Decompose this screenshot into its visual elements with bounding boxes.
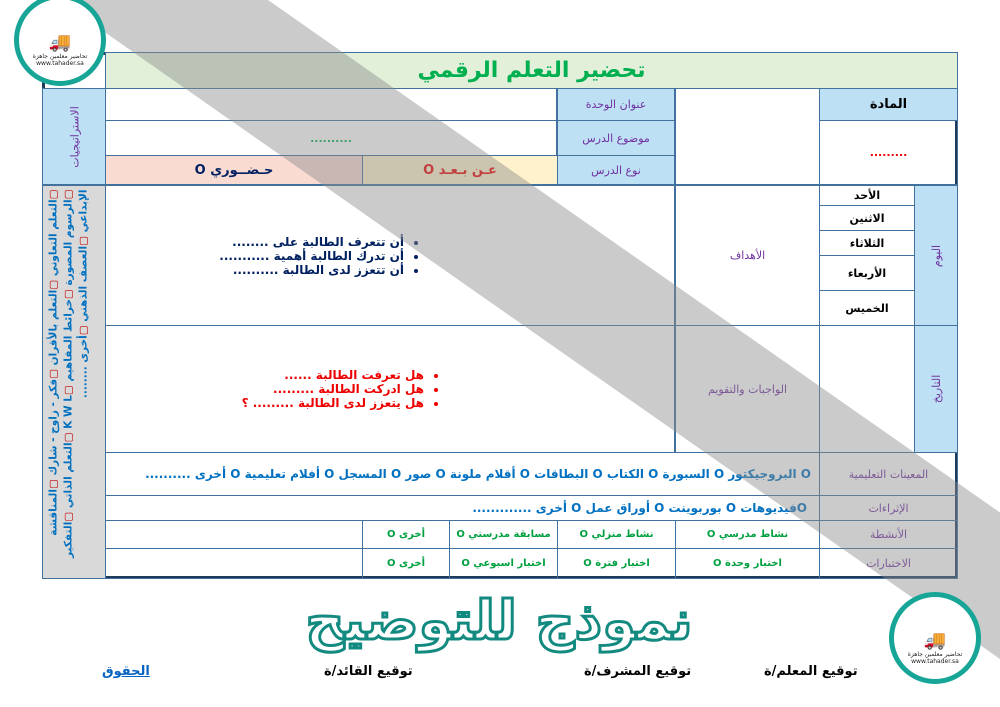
evaluation-item: • هل يتعزز لدى الطالبة ......... ؟ — [107, 396, 425, 410]
unit-value[interactable] — [106, 88, 558, 121]
date-value[interactable] — [820, 325, 916, 453]
page-title: تحضير التعلم الرقمي — [106, 52, 959, 89]
day-monday[interactable]: الاثنين — [820, 205, 916, 231]
enrichment-options[interactable]: Oفيديوهات O بوربوينت O أوراق عمل O أخرى ............. — [106, 495, 821, 521]
activity-home[interactable]: نشاط منزلي O — [558, 520, 677, 549]
activity-blank — [106, 520, 364, 549]
remote-option[interactable]: عـن بـعـد O — [363, 155, 559, 185]
teacher-signature: توقيع المعلم/ة — [765, 664, 859, 679]
date-header — [915, 325, 959, 453]
supervisor-signature: توقيع المشرف/ة — [585, 664, 693, 679]
subject-label: المادة — [820, 88, 959, 121]
day-label: اليوم — [930, 244, 944, 267]
subject-value[interactable]: ......... — [820, 120, 959, 185]
enrichment-label: الإثراءات — [820, 495, 959, 521]
objectives-label: الأهداف — [676, 185, 821, 326]
test-unit[interactable]: اختبار وحدة O — [676, 548, 821, 579]
test-weekly[interactable]: اختبار اسبوعي O — [450, 548, 559, 579]
evaluation-item: • هل ادركت الطالبة ......... — [107, 382, 425, 396]
in-person-option[interactable]: حـضــوري O — [106, 155, 364, 185]
strategies-text: ▢التعلم التعاوني ▢التعلم بالأقران ▢فكر - زاوج - شارك ▢المناقشة ▢الرسوم المصورة ▢خرائط المفاهيم ▢K W L ▢التعلم الذاتي ▢التفكير الإبداعي ▢العصف الذهني ▢أخرى ........ — [48, 189, 91, 558]
aids-label: المعينات التعليمية — [820, 452, 959, 496]
objective-item: • أن تتعزز لدى الطالبة .......... — [107, 263, 405, 277]
tests-label: الاختبارات — [820, 548, 959, 579]
activity-other[interactable]: أخرى O — [363, 520, 451, 549]
logo: 🚚 تحاضير معلمين جاهزة www.tahader.sa — [15, 0, 107, 86]
date-label: التاريخ — [930, 374, 944, 404]
day-header — [915, 185, 959, 326]
lesson-type-label: نوع الدرس — [558, 155, 676, 185]
test-blank — [106, 548, 364, 579]
evaluation-content[interactable] — [106, 325, 676, 453]
strategies-header — [43, 88, 107, 185]
rights-link[interactable]: الحقوق — [103, 664, 151, 679]
objective-item: • أن تدرك الطالبة أهمية ........... — [107, 249, 405, 263]
test-other[interactable]: أخرى O — [363, 548, 451, 579]
day-thursday[interactable]: الخميس — [820, 290, 916, 326]
watermark-text: نموذج للتوضيح — [306, 588, 694, 652]
objective-item: • أن تتعرف الطالبة على ........ — [107, 235, 405, 249]
lesson-label: موضوع الدرس — [558, 120, 676, 156]
evaluation-label: الواجبات والتقويم — [676, 325, 821, 453]
strategies-label: الاستراتيجيات — [68, 105, 82, 168]
activity-competition[interactable]: مسابقة مدرستي O — [450, 520, 559, 549]
activity-school[interactable]: نشاط مدرسي O — [676, 520, 821, 549]
lesson-value[interactable]: .......... — [106, 120, 558, 156]
aids-options[interactable]: O البروجيكتور O السبورة O الكتاب O البطاقات O أقلام ملونة O صور O المسجل O أفلام تعليمية O أخرى .......... — [106, 452, 821, 496]
day-wednesday[interactable]: الأربعاء — [820, 255, 916, 291]
blank-cell — [676, 88, 821, 185]
day-tuesday[interactable]: الثلاثاء — [820, 230, 916, 256]
activities-label: الأنشطة — [820, 520, 959, 549]
day-sunday[interactable]: الأحد — [820, 185, 916, 206]
logo: 🚚 تحاضير معلمين جاهزة www.tahader.sa — [890, 592, 982, 684]
objectives-content[interactable] — [106, 185, 676, 326]
unit-label: عنوان الوحدة — [558, 88, 676, 121]
leader-signature: توقيع القائد/ة — [325, 664, 414, 679]
evaluation-item: • هل تعرفت الطالبة ...... — [107, 368, 425, 382]
test-period[interactable]: اختبار فترة O — [558, 548, 677, 579]
strategies-list — [43, 185, 107, 579]
